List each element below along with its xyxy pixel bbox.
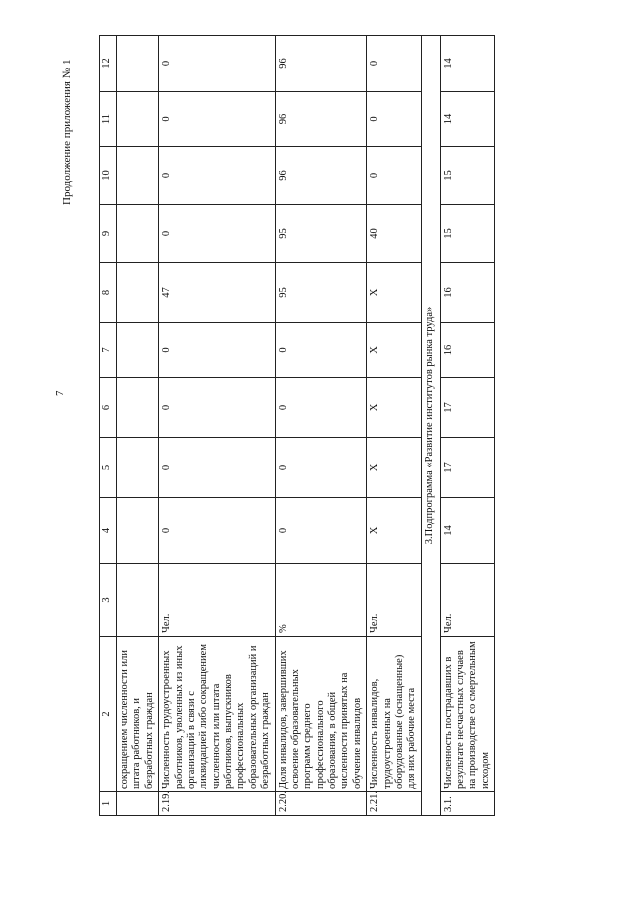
value-cell: X bbox=[367, 378, 422, 438]
value-cell: 96 bbox=[275, 36, 367, 92]
value-cell bbox=[117, 92, 159, 147]
col-header: 12 bbox=[100, 36, 117, 92]
indicators-table-wrapper bbox=[99, 36, 525, 816]
unit-cell: Чел. bbox=[440, 564, 495, 637]
value-cell: 16 bbox=[440, 263, 495, 323]
indicator-name: Доля инвалидов, завершивших освоение образовательных программ среднего профессионального образования, в общей численности принятых на обучение инвалидов bbox=[275, 637, 367, 792]
value-cell bbox=[117, 263, 159, 323]
section-title: 3.Подпрограмма «Развитие институтов рынка труда» bbox=[421, 36, 440, 816]
value-cell: 16 bbox=[440, 323, 495, 378]
value-cell bbox=[117, 498, 159, 564]
row-number: 2.19. bbox=[159, 792, 275, 816]
page-number: 7 bbox=[54, 390, 66, 396]
value-cell bbox=[117, 205, 159, 263]
col-header: 8 bbox=[100, 263, 117, 323]
table-row bbox=[275, 36, 367, 816]
value-cell: 0 bbox=[159, 498, 275, 564]
col-header: 6 bbox=[100, 378, 117, 438]
col-header: 10 bbox=[100, 147, 117, 205]
row-number: 2.20. bbox=[275, 792, 367, 816]
value-cell bbox=[117, 378, 159, 438]
value-cell: X bbox=[367, 323, 422, 378]
value-cell: 15 bbox=[440, 205, 495, 263]
value-cell: 14 bbox=[440, 498, 495, 564]
unit-cell: Чел. bbox=[367, 564, 422, 637]
value-cell: 40 bbox=[367, 205, 422, 263]
value-cell: X bbox=[367, 438, 422, 498]
col-header: 2 bbox=[100, 637, 117, 792]
unit-cell: % bbox=[275, 564, 367, 637]
value-cell: X bbox=[367, 263, 422, 323]
value-cell: 0 bbox=[159, 205, 275, 263]
indicator-name: Численность трудоустроенных работников, уволенных из иных организаций в связи с ликвидацией либо сокращением численности или штата работников, выпускников профессиональных образовательных организаций и безработных граждан bbox=[159, 637, 275, 792]
value-cell: 17 bbox=[440, 378, 495, 438]
value-cell: 0 bbox=[275, 378, 367, 438]
value-cell: 0 bbox=[275, 438, 367, 498]
table-row bbox=[440, 36, 495, 816]
header-row bbox=[100, 36, 117, 816]
value-cell: 0 bbox=[159, 36, 275, 92]
value-cell: 0 bbox=[367, 36, 422, 92]
col-header: 9 bbox=[100, 205, 117, 263]
value-cell: 0 bbox=[159, 323, 275, 378]
row-number: 3.1. bbox=[440, 792, 495, 816]
indicator-name: Численность пострадавших в результате несчастных случаев на производстве со смертельным исходом bbox=[440, 637, 495, 792]
value-cell: 0 bbox=[367, 147, 422, 205]
row-number: 2.21. bbox=[367, 792, 422, 816]
value-cell: 95 bbox=[275, 205, 367, 263]
value-cell: 0 bbox=[275, 498, 367, 564]
value-cell: 95 bbox=[275, 263, 367, 323]
unit-cell bbox=[117, 564, 159, 637]
table-row bbox=[367, 36, 422, 816]
value-cell: 0 bbox=[159, 438, 275, 498]
value-cell: 0 bbox=[159, 147, 275, 205]
value-cell: 0 bbox=[159, 378, 275, 438]
value-cell: 15 bbox=[440, 147, 495, 205]
appendix-continuation-label: Продолжение приложения № 1 bbox=[61, 59, 73, 205]
section-header-row bbox=[421, 36, 440, 816]
row-number bbox=[117, 792, 159, 816]
value-cell bbox=[117, 36, 159, 92]
indicator-name: Численность инвалидов, трудоустроенных на оборудованные (оснащенные) для них рабочие места bbox=[367, 637, 422, 792]
indicators-table bbox=[99, 35, 495, 816]
value-cell: 14 bbox=[440, 92, 495, 147]
col-header: 5 bbox=[100, 438, 117, 498]
value-cell bbox=[117, 323, 159, 378]
col-header: 7 bbox=[100, 323, 117, 378]
value-cell: 96 bbox=[275, 92, 367, 147]
value-cell: 47 bbox=[159, 263, 275, 323]
value-cell: 17 bbox=[440, 438, 495, 498]
unit-cell: Чел. bbox=[159, 564, 275, 637]
value-cell: 0 bbox=[159, 92, 275, 147]
value-cell: 0 bbox=[275, 323, 367, 378]
indicator-name: сокращением численности или штата работников, и безработных граждан bbox=[117, 637, 159, 792]
value-cell: 96 bbox=[275, 147, 367, 205]
table-row-continued bbox=[117, 36, 159, 816]
value-cell bbox=[117, 438, 159, 498]
value-cell bbox=[117, 147, 159, 205]
col-header: 4 bbox=[100, 498, 117, 564]
col-header: 1 bbox=[100, 792, 117, 816]
value-cell: 14 bbox=[440, 36, 495, 92]
col-header: 3 bbox=[100, 564, 117, 637]
value-cell: X bbox=[367, 498, 422, 564]
table-row bbox=[159, 36, 275, 816]
col-header: 11 bbox=[100, 92, 117, 147]
value-cell: 0 bbox=[367, 92, 422, 147]
